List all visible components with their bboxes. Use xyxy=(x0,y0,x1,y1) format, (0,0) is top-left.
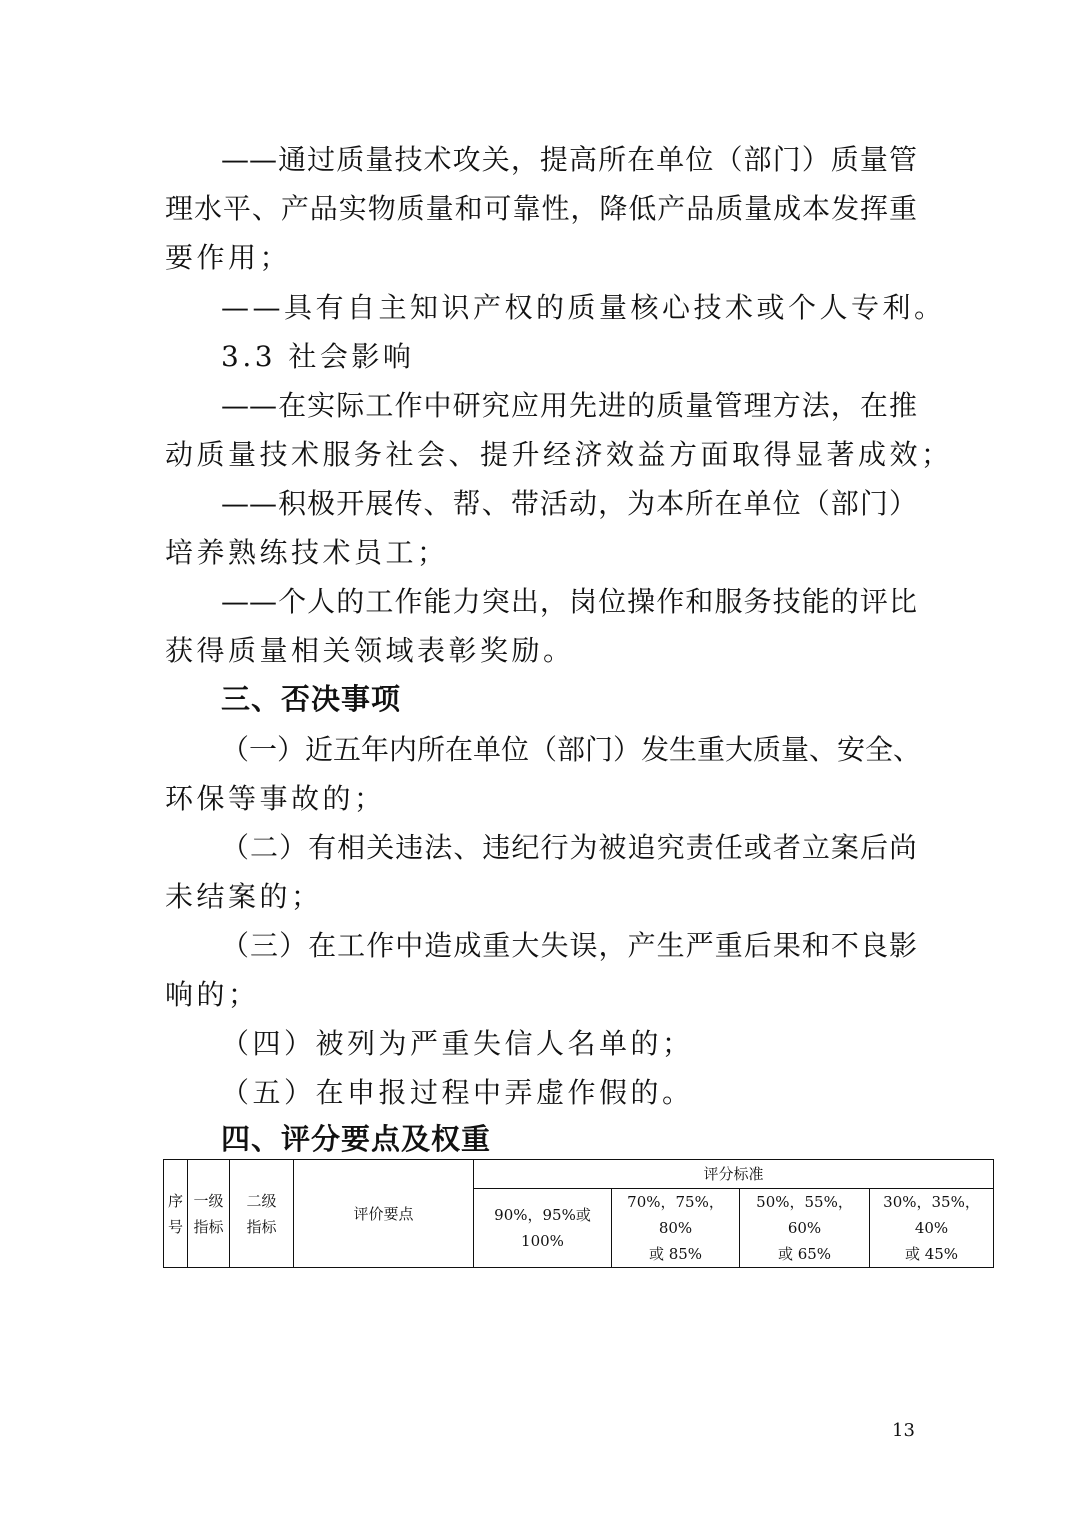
section-heading-veto: 三、否决事项 xyxy=(221,682,402,716)
header-level1 xyxy=(188,1160,230,1268)
paragraph-line: 要作用； xyxy=(165,241,292,274)
grade-third xyxy=(740,1189,870,1268)
header-level2-line2: 指标 xyxy=(246,1217,277,1236)
veto-item-line: 未结案的； xyxy=(165,880,323,913)
subsection-title: 3.3 社会影响 xyxy=(221,340,415,373)
header-evaluation-points: 评价要点 xyxy=(294,1160,474,1268)
header-seq xyxy=(164,1160,188,1268)
scoring-table xyxy=(163,1159,994,1268)
veto-item-line: （四）被列为严重失信人名单的； xyxy=(221,1027,694,1060)
veto-item-line: 响的； xyxy=(165,978,260,1011)
header-level1-line2: 指标 xyxy=(193,1217,224,1236)
veto-item-line: （二）有相关违法、违纪行为被追究责任或者立案后尚 xyxy=(221,831,917,864)
grade-second-line1: 70%，75%，80% xyxy=(627,1193,724,1237)
page-number: 13 xyxy=(892,1420,915,1441)
paragraph-line: ——个人的工作能力突出，岗位操作和服务技能的评比 xyxy=(221,585,917,618)
table-header-row xyxy=(164,1160,994,1189)
grade-fourth xyxy=(870,1189,994,1268)
grade-fourth-line2: 或 45% xyxy=(904,1245,959,1263)
grade-second xyxy=(612,1189,740,1268)
grade-third-line1: 50%，55%，60% xyxy=(756,1193,853,1237)
grade-second-line2: 或 85% xyxy=(648,1245,703,1263)
header-level2-line1: 二级 xyxy=(246,1191,277,1210)
header-level1-line1: 一级 xyxy=(193,1191,224,1210)
paragraph-line: 获得质量相关领域表彰奖励。 xyxy=(165,634,575,667)
header-scoring-standard: 评分标准 xyxy=(474,1160,994,1189)
section-heading-scoring: 四、评分要点及权重 xyxy=(221,1122,492,1156)
grade-fourth-line1: 30%，35%，40% xyxy=(883,1193,980,1237)
paragraph-line: ——通过质量技术攻关，提高所在单位（部门）质量管 xyxy=(221,143,917,176)
header-seq-line2: 号 xyxy=(167,1217,183,1236)
paragraph-line: 动质量技术服务社会、提升经济效益方面取得显著成效； xyxy=(165,438,953,471)
header-seq-line1: 序 xyxy=(167,1191,183,1210)
grade-third-line2: 或 65% xyxy=(777,1245,832,1263)
grade-top: 90%，95%或 100% xyxy=(474,1189,612,1268)
veto-item-line: （五）在申报过程中弄虚作假的。 xyxy=(221,1076,694,1109)
paragraph-line: ——积极开展传、帮、带活动，为本所在单位（部门） xyxy=(221,487,917,520)
paragraph-line: ——在实际工作中研究应用先进的质量管理方法，在推 xyxy=(221,389,917,422)
paragraph-line: 理水平、产品实物质量和可靠性，降低产品质量成本发挥重 xyxy=(165,192,917,225)
paragraph-line: ——具有自主知识产权的质量核心技术或个人专利。 xyxy=(221,291,946,324)
veto-item-line: （一）近五年内所在单位（部门）发生重大质量、安全、 xyxy=(221,733,922,766)
veto-item-line: （三）在工作中造成重大失误，产生严重后果和不良影 xyxy=(221,929,917,962)
veto-item-line: 环保等事故的； xyxy=(165,782,386,815)
paragraph-line: 培养熟练技术员工； xyxy=(165,536,449,569)
header-level2 xyxy=(230,1160,294,1268)
